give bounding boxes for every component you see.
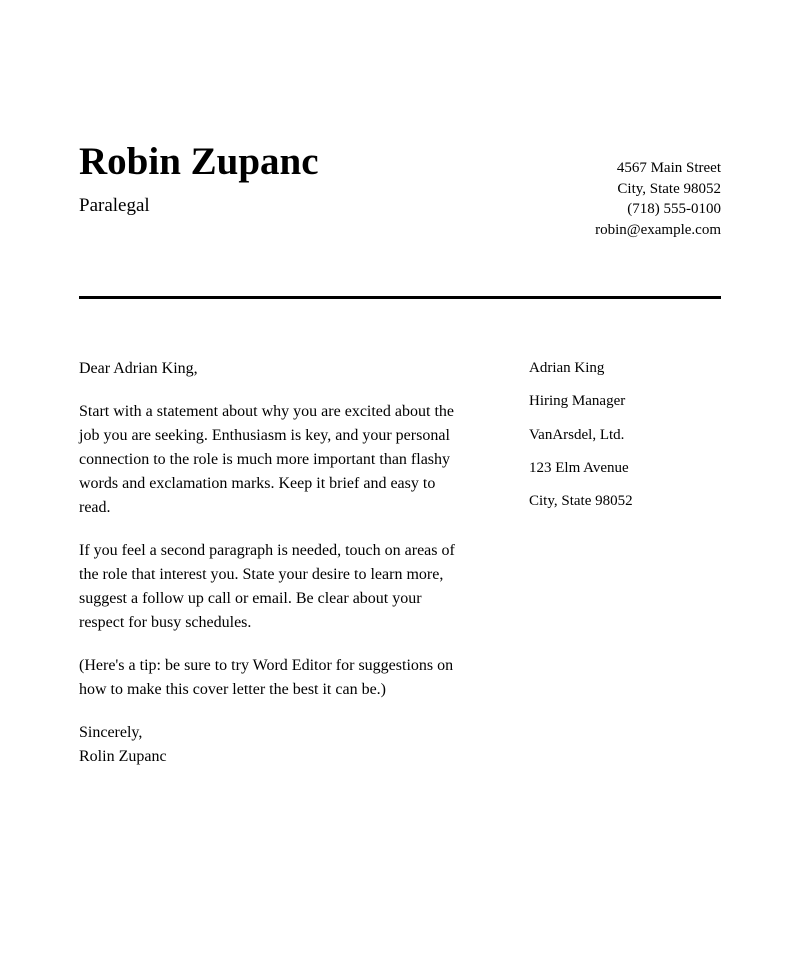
body-paragraph-3: (Here's a tip: be sure to try Word Editor for suggestions on how to make this cover letter the best it can be.): [79, 657, 454, 698]
sender-name: Robin Zupanc: [79, 140, 319, 183]
recipient-title: Hiring Manager: [529, 393, 626, 410]
body-paragraph-1: Start with a statement about why you are excited about the job you are seeking. Enthusiasm is key, and your personal connection to the role is much more important than flashy words and exclamation marks. Keep it brief and easy to read.: [79, 403, 454, 516]
recipient-city-state-zip: City, State 98052: [529, 493, 633, 510]
sender-email: robin@example.com: [595, 222, 721, 239]
sender-city-state-zip: City, State 98052: [617, 180, 721, 197]
body-paragraph-2: If you feel a second paragraph is needed, touch on areas of the role that interest you. State your desire to learn more, suggest a follow up call or email. Be clear about your respect for busy schedules.: [79, 542, 455, 631]
salutation: Dear Adrian King,: [79, 360, 198, 377]
header-divider: [79, 296, 721, 299]
signature: Rolin Zupanc: [79, 748, 167, 765]
letter-body: [79, 357, 459, 769]
sender-phone: (718) 555-0100: [627, 201, 721, 218]
sender-job-title: Paralegal: [79, 195, 150, 216]
recipient-company: VanArsdel, Ltd.: [529, 426, 625, 443]
sender-contact-block: [595, 158, 721, 241]
recipient-street: 123 Elm Avenue: [529, 459, 629, 476]
sender-street: 4567 Main Street: [616, 160, 721, 176]
recipient-block: [529, 358, 633, 524]
recipient-name: Adrian King: [529, 360, 605, 376]
closing: Sincerely,: [79, 724, 143, 741]
letter-header: [79, 140, 721, 250]
